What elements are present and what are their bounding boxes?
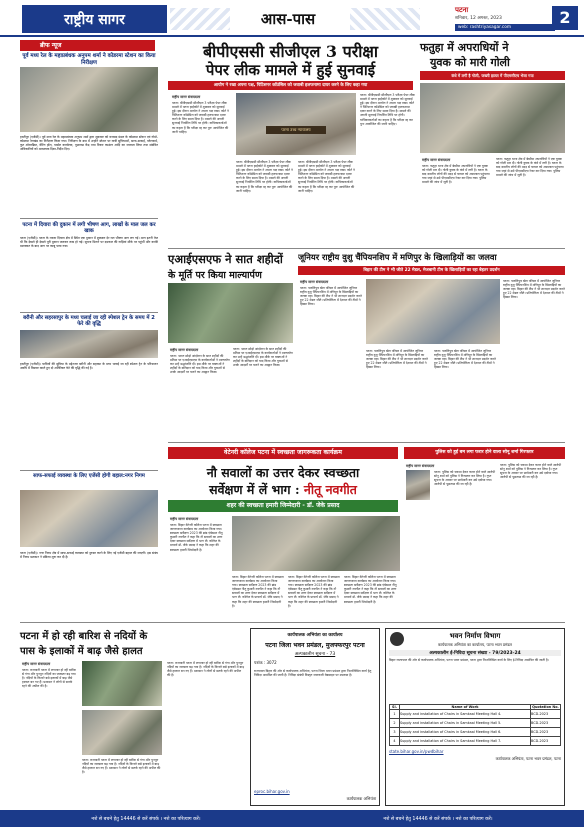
bhawan-website[interactable]: state.bihar.gov.in/pwdbihar [389, 749, 444, 754]
table-cell: Supply and installation of Chairs in Samkaal Meeting Hall 7. [400, 737, 531, 746]
vet-text-col3: पटना: बिहार वेटेनरी कॉलेज पटना में स्वच्छता जागरूकता कार्यक्रम का आयोजन किया गया। स्वच्छता सर्वेक्षण 2023 की ब्रांड एंबेसडर नीतू कुमारी नवगीत ने कहा कि नौ सवालों का उत्तर देकर स्वच्छता सर्वेक्षण में भाग लें। कॉलेज के प्राचार्य डॉ. जेके प्रसाद ने कहा कि शहर की स्वच्छता हमारी जिम्मेदारी है। [288, 575, 340, 608]
divider [20, 622, 565, 623]
masthead-pattern-right [350, 8, 420, 30]
tender-signoff: कार्यपालक अभियंता [346, 796, 376, 801]
table-cell: BCD-2023 [531, 710, 561, 719]
table-cell: Supply and installation of Chairs in Samkaal Meeting Hall 5. [400, 719, 531, 728]
masthead-logo: राष्ट्रीय सागर [64, 11, 125, 28]
vet-text-col4: पटना: बिहार वेटेनरी कॉलेज पटना में स्वच्छता जागरूकता कार्यक्रम का आयोजन किया गया। स्वच्छता सर्वेक्षण 2023 की ब्रांड एंबेसडर नीतू कुमारी नवगीत ने कहा कि नौ सवालों का उत्तर देकर स्वच्छता सर्वेक्षण में भाग लें। कॉलेज के प्राचार्य डॉ. जेके प्रसाद ने कहा कि शहर की स्वच्छता हमारी जिम्मेदारी है। [344, 575, 397, 604]
divider [168, 442, 565, 443]
lead-text-col3: पटना: बीपीएससी सीजीएल 3 परीक्षा पेपर लीक मामले में पटना हाईकोर्ट में शुक्रवार को सुनवाई हुई। इस दौरान आयोग ने अपना पक्ष रखा। कोर्ट ने पिटिशनर कॉउंसिल को जवाबी हलफनामा दायर करने के लिए समय दिया है। मामले की अगली सुनवाई निर्धारित तिथि पर होगी। याचिकाकर्ताओं का कहना है कि परीक्षा रद्द कर पुनः आयोजित की जानी चाहिए। [298, 160, 355, 193]
train-headline: बरौनी और सहरसापुर के मध्य चलाई जा रही स्पेशल ट्रेन के समय में 2 फेरे की वृद्धि [23, 315, 155, 328]
footer-right: नशे से बचने हेतु 14446 से करें संपर्क । नशे का परित्याग करें। [383, 816, 493, 822]
bhawan-ad [385, 628, 565, 806]
fatuha-text-col1: पटना: फतुहा थाना क्षेत्र में बेखौफ अपराधियों ने एक युवक को गोली मार दी। गोली युवक के कंधे में लगी है। घटना के बाद स्थानीय लोगों की मदद से घायल को अस्पताल पहुंचाया गया जहां से उसे पीएमसीएच रेफर कर दिया गया। पुलिस मामले की जांच में जुटी है। [422, 164, 490, 185]
vet-byline: राष्ट्रीय सागर संवाददाता [170, 517, 199, 521]
junior-headline: जूनियर राष्ट्रीय वुशु चैंपियनशिप में मणिपुर के खिलाड़ियों का जलवा [298, 252, 497, 262]
fatuha-deck: कंधे में लगी है गोली, जख्मी हालत में पीएमसीएच भेजा गया [420, 71, 565, 80]
vet-tagline: शहर की स्वच्छता हमारी जिम्मेदारी - डॉ. जेके प्रसाद [168, 500, 398, 512]
divider [20, 312, 158, 313]
bhawan-table [389, 704, 561, 746]
brief-headline: पूर्व मध्य रेल के महाप्रबंधक अनुपम शर्मा ने कोडरमा स्टेशन का किया निरीक्षण [22, 53, 156, 66]
table-row [390, 737, 561, 746]
lead-deck: आयोग ने रखा अपना पक्ष, पिटिशनर कॉउंसिल को जवाबी हलफनामा दायर करने के लिए कहा गया [168, 81, 413, 90]
floods-headline-1: पटना में हो रही बारिश से नदियों के [20, 631, 148, 642]
emblem-icon [390, 632, 404, 646]
junior-text-col2: पटना: पाटलिपुत्र खेल परिसर में आयोजित जूनियर राष्ट्रीय वुशु चैंपियनशिप में मणिपुर के खिलाड़ियों का जलवा रहा। बिहार की टीम ने भी शानदार प्रदर्शन करते हुए 22 मेडल जीते। प्रतियोगिता में देशभर की टीमों ने हिस्सा लिया। [366, 349, 428, 370]
table-cell: BCD-2023 [531, 728, 561, 737]
police-headline: पुलिस को हुई बम लगा फरार होने वाला सोनू शर्मा गिरफ्तार [404, 447, 565, 459]
police-text-col2: पटना: पुलिस को चकमा देकर फरार होने वाले आरोपी सोनू शर्मा को पुलिस ने गिरफ्तार कर लिया है। गुप्त सूचना के आधार पर छापेमारी कर उसे दबोचा गया। आरोपी से पूछताछ की जा रही है। [500, 463, 562, 480]
section-title: आस-पास [260, 10, 316, 28]
date-line: शनिवार, 12 अगस्त, 2023 [455, 16, 502, 21]
table-cell: Supply and installation of Chairs in Samkaal Meeting Hall 4. [400, 710, 531, 719]
train-photo [20, 330, 158, 358]
vet-headline-2a: सर्वेक्षण में लें भाग : [209, 482, 304, 497]
police-byline: राष्ट्रीय सागर संवाददाता [406, 464, 435, 468]
table-cell: BCD-2023 [531, 719, 561, 728]
aisf-text-col1: पटना: भारत छोड़ो आंदोलन के सात शहीदों की प्रतिमा पर एआईएसएफ के कार्यकर्ताओं ने माल्यार्पण कर उन्हें श्रद्धांजलि दी। इस मौके पर वक्ताओं ने शहीदों के बलिदान को याद किया और युवाओं से उनके आदर्शों पर चलने का आह्वान किया। [170, 354, 230, 375]
junior-byline: राष्ट्रीय सागर संवाददाता [300, 280, 329, 284]
footer-bar [0, 810, 584, 827]
table-header: Quotation No. [532, 705, 559, 709]
bhawan-signoff: कार्यपालक अभियंता, पटना भवन प्रमंडल, पटना [495, 756, 561, 761]
junior-text-col3: पटना: पाटलिपुत्र खेल परिसर में आयोजित जूनियर राष्ट्रीय वुशु चैंपियनशिप में मणिपुर के खिलाड़ियों का जलवा रहा। बिहार की टीम ने भी शानदार प्रदर्शन करते हुए 22 मेडल जीते। प्रतियोगिता में देशभर की टीमों ने हिस्सा लिया। [434, 349, 496, 370]
tender-text: राज्यपाल बिहार की ओर से कार्यपालक अभियंता, पटना जिला भवन प्रमंडल द्वारा निम्नलिखित कार्य हेतु निविदा आमंत्रित की जाती है। निविदा संबंधी विस्तृत जानकारी वेबसाइट पर उपलब्ध है। [254, 669, 372, 678]
divider [20, 470, 158, 471]
agency-text: पटना (एजेंसी)। नगर निगम क्षेत्र में साफ-सफाई व्यवस्था को दुरुस्त करने के लिए नई एजेंसी बहाल की जाएगी। इस संबंध में निगम प्रशासन ने प्रक्रिया शुरू कर दी है। [20, 551, 158, 560]
aisf-photo [168, 283, 293, 343]
lead-headline-1: बीपीएससी सीजीएल 3 परीक्षा [202, 42, 379, 61]
aisf-headline-1: एआईएसएफ ने सात शहीदों [168, 252, 283, 266]
fatuha-headline-1: फतुहा में अपराधियों ने [420, 41, 509, 54]
aisf-text-col2: पटना: भारत छोड़ो आंदोलन के सात शहीदों की प्रतिमा पर एआईएसएफ के कार्यकर्ताओं ने माल्यार्पण कर उन्हें श्रद्धांजलि दी। इस मौके पर वक्ताओं ने शहीदों के बलिदान को याद किया और युवाओं से उनके आदर्शों पर चलने का आह्वान किया। [233, 347, 293, 368]
agency-headline: साफ-सफाई व्यवस्था के लिए एजेंसी होगी बहाल:नगर निगम [33, 473, 145, 479]
lead-headline-2: पेपर लीक मामले में हुई सुनवाई [205, 61, 376, 79]
divider [20, 218, 158, 219]
tender-title: पटना जिला भवन प्रमंडल, मुजफ्फरपुर पटना [265, 642, 365, 649]
fatuha-headline-2: युवक को मारी गोली [430, 56, 510, 69]
tender-ad [250, 628, 380, 806]
floods-text-col1: पटना: राजधानी पटना में लगातार हो रही बारिश से गंगा और पुनपुन नदियों का जलस्तर बढ़ गया है। नदियों के किनारे बसे इलाकों में बाढ़ जैसे हालात बन गए हैं। प्रशासन ने लोगों से सतर्क रहने की अपील की है। [22, 668, 76, 689]
masthead [0, 0, 584, 37]
aisf-byline: राष्ट्रीय सागर संवाददाता [170, 348, 199, 352]
table-header: Sl. [390, 705, 400, 710]
tender-office: कार्यपालक अभियंता का कार्यालय [287, 633, 343, 638]
lead-text-col2: पटना: बीपीएससी सीजीएल 3 परीक्षा पेपर लीक मामले में पटना हाईकोर्ट में शुक्रवार को सुनवाई हुई। इस दौरान आयोग ने अपना पक्ष रखा। कोर्ट ने पिटिशनर कॉउंसिल को जवाबी हलफनामा दायर करने के लिए समय दिया है। मामले की अगली सुनवाई निर्धारित तिथि पर होगी। याचिकाकर्ताओं का कहना है कि परीक्षा रद्द कर पुनः आयोजित की जानी चाहिए। [236, 160, 293, 193]
brief-label: ब्रीफ न्यूज [20, 40, 155, 51]
vet-text-col1: पटना: बिहार वेटेनरी कॉलेज पटना में स्वच्छता जागरूकता कार्यक्रम का आयोजन किया गया। स्वच्छता सर्वेक्षण 2023 की ब्रांड एंबेसडर नीतू कुमारी नवगीत ने कहा कि नौ सवालों का उत्तर देकर स्वच्छता सर्वेक्षण में भाग लें। कॉलेज के प्राचार्य डॉ. जेके प्रसाद ने कहा कि शहर की स्वच्छता हमारी जिम्मेदारी है। [170, 523, 223, 552]
police-photo [406, 470, 430, 500]
brief-text: हाजीपुर (एजेंसी)। पूर्व मध्य रेल के महाप्रबंधक अनुपम शर्मा द्वारा शुक्रवार को धनबाद मंडल के कोडरमा स्टेशन एवं गोमो-कोडरमा रेलखंड का निरीक्षण किया गया। निरीक्षण के क्रम में उन्होंने स्टेशन पर यात्री सुविधाओं, साफ-सफाई, प्लेटफार्म, फुट ओवरब्रिज, वेटिंग हॉल, पार्सल कार्यालय, पूछताछ केंद्र तथा टिकट काउंटर आदि का जायजा लिया तथा संबंधित अधिकारियों को आवश्यक दिशा-निर्देश दिए। [20, 135, 158, 152]
floods-photo-1 [82, 661, 162, 706]
bhawan-subtitle: कार्यपालक अभियंता का कार्यालय, पटना भवन प्रमंडल [438, 642, 512, 647]
masthead-logo-box [22, 5, 167, 33]
bhawan-text: बिहार राज्यपाल की ओर से कार्यपालक अभियंता, पटना भवन प्रमंडल, पटना द्वारा निम्नलिखित कार्य के लिए ई-निविदा आमंत्रित की जाती है। [389, 658, 549, 662]
lead-text-col4: पटना: बीपीएससी सीजीएल 3 परीक्षा पेपर लीक मामले में पटना हाईकोर्ट में शुक्रवार को सुनवाई हुई। इस दौरान आयोग ने अपना पक्ष रखा। कोर्ट ने पिटिशनर कॉउंसिल को जवाबी हलफनामा दायर करने के लिए समय दिया है। मामले की अगली सुनवाई निर्धारित तिथि पर होगी। याचिकाकर्ताओं का कहना है कि परीक्षा रद्द कर पुनः आयोजित की जानी चाहिए। [360, 93, 415, 126]
junior-subhead: बिहार की टीम ने भी जीते 22 मेडल, मेजबानी टीम के खिलाड़ियों का रहा बेहतर प्रदर्शन [298, 266, 565, 275]
bhawan-title: भवन निर्माण विभाग [449, 632, 501, 640]
fatuha-photo [420, 83, 565, 153]
fire-text: पटना (एजेंसी)। पटना के नकटा दियारा क्षेत्र में स्थित एक दुकान में शुक्रवार देर रात भीषण आग लग गई। आग इतनी तेज थी कि देखते ही देखते पूरी दुकान जलकर राख हो गई। सूचना मिलने पर दमकल की गाड़ियां मौके पर पहुंचीं और काफी मशक्कत के बाद आग पर काबू पाया गया। [20, 236, 158, 249]
masthead-pattern [170, 8, 230, 30]
tender-subtitle: अल्पकालीन सूचना - 73 [294, 652, 336, 657]
bhawan-notice: अल्पकालीन ई-निविदा सूचना संख्या - 79/2023-24 [389, 650, 561, 656]
floods-text-col3: पटना: राजधानी पटना में लगातार हो रही बारिश से गंगा और पुनपुन नदियों का जलस्तर बढ़ गया है। नदियों के किनारे बसे इलाकों में बाढ़ जैसे हालात बन गए हैं। प्रशासन ने लोगों से सतर्क रहने की अपील की है। [167, 661, 244, 678]
table-row [390, 710, 561, 719]
floods-headline-2: पास के इलाकों में बाढ़ जैसे हालत [20, 646, 143, 657]
table-cell: 4 [390, 737, 400, 746]
divider [168, 248, 565, 249]
vet-headline-1: नौ सवालों का उत्तर देकर स्वच्छता [206, 465, 360, 480]
fatuha-byline: राष्ट्रीय सागर संवाददाता [422, 158, 451, 162]
tender-patrank: पत्रांक : 3072 [254, 660, 277, 665]
aisf-headline-2: के मूर्ति पर किया माल्यार्पण [168, 270, 262, 281]
vet-headline-2 [168, 481, 398, 498]
web-line: web: rashtriyasagar.com [455, 24, 555, 31]
city-label: पटना [455, 6, 469, 14]
vet-headline-2b: नीतू नवगीत [303, 482, 357, 497]
footer-left: नशे से बचने हेतु 14446 से करें संपर्क । नशे का परित्याग करें। [91, 816, 201, 822]
vet-banner: वेटेनरी कॉलेज पटना में स्वच्छता जागरूकता कार्यक्रम [168, 447, 398, 459]
junior-photo [366, 279, 500, 344]
table-cell: 3 [390, 728, 400, 737]
fatuha-text-col2: पटना: फतुहा थाना क्षेत्र में बेखौफ अपराधियों ने एक युवक को गोली मार दी। गोली युवक के कंधे में लगी है। घटना के बाद स्थानीय लोगों की मदद से घायल को अस्पताल पहुंचाया गया जहां से उसे पीएमसीएच रेफर कर दिया गया। पुलिस मामले की जांच में जुटी है। [496, 157, 564, 178]
agency-photo [20, 490, 158, 547]
vet-text-col2: पटना: बिहार वेटेनरी कॉलेज पटना में स्वच्छता जागरूकता कार्यक्रम का आयोजन किया गया। स्वच्छता सर्वेक्षण 2023 की ब्रांड एंबेसडर नीतू कुमारी नवगीत ने कहा कि नौ सवालों का उत्तर देकर स्वच्छता सर्वेक्षण में भाग लें। कॉलेज के प्राचार्य डॉ. जेके प्रसाद ने कहा कि शहर की स्वच्छता हमारी जिम्मेदारी है। [232, 575, 284, 608]
court-sign: पटना उच्च न्यायालय [266, 126, 326, 134]
tender-website[interactable]: eproc.bihar.gov.in [254, 789, 290, 794]
lead-photo [236, 93, 356, 155]
table-row [390, 719, 561, 728]
table-cell: 1 [390, 710, 400, 719]
fire-headline: पटना में दियारा की दुकान में लगी भीषण आग, लाखों के माल जल कर खाक [22, 222, 156, 235]
vet-photo [232, 516, 400, 571]
brief-photo [20, 67, 158, 132]
junior-text-col4: पटना: पाटलिपुत्र खेल परिसर में आयोजित जूनियर राष्ट्रीय वुशु चैंपियनशिप में मणिपुर के खिलाड़ियों का जलवा रहा। बिहार की टीम ने भी शानदार प्रदर्शन करते हुए 22 मेडल जीते। प्रतियोगिता में देशभर की टीमों ने हिस्सा लिया। [503, 279, 565, 300]
train-text: हाजीपुर (एजेंसी)। यात्रियों की सुविधा के मद्देनजर बरौनी और सहरसा के मध्य चलाई जा रही स्पेशल ट्रेन के परिचालन अवधि में विस्तार करते हुए दो अतिरिक्त फेरे की वृद्धि की गई है। [20, 362, 158, 371]
lead-text-col1: पटना: बीपीएससी सीजीएल 3 परीक्षा पेपर लीक मामले में पटना हाईकोर्ट में शुक्रवार को सुनवाई हुई। इस दौरान आयोग ने अपना पक्ष रखा। कोर्ट ने पिटिशनर कॉउंसिल को जवाबी हलफनामा दायर करने के लिए समय दिया है। मामले की अगली सुनवाई निर्धारित तिथि पर होगी। याचिकाकर्ताओं का कहना है कि परीक्षा रद्द कर पुनः आयोजित की जानी चाहिए। [172, 101, 229, 134]
floods-byline: राष्ट्रीय सागर संवाददाता [22, 662, 51, 666]
table-row [390, 728, 561, 737]
lead-byline: राष्ट्रीय सागर संवाददाता [172, 95, 201, 99]
table-cell: Supply and installation of Chairs in Samkaal Meeting Hall 6. [400, 728, 531, 737]
floods-text-col2: पटना: राजधानी पटना में लगातार हो रही बारिश से गंगा और पुनपुन नदियों का जलस्तर बढ़ गया है। नदियों के किनारे बसे इलाकों में बाढ़ जैसे हालात बन गए हैं। प्रशासन ने लोगों से सतर्क रहने की अपील की है। [82, 758, 161, 775]
table-cell: 2 [390, 719, 400, 728]
junior-text-col1: पटना: पाटलिपुत्र खेल परिसर में आयोजित जूनियर राष्ट्रीय वुशु चैंपियनशिप में मणिपुर के खिलाड़ियों का जलवा रहा। बिहार की टीम ने भी शानदार प्रदर्शन करते हुए 22 मेडल जीते। प्रतियोगिता में देशभर की टीमों ने हिस्सा लिया। [300, 286, 362, 307]
table-header: Name of Work [400, 705, 531, 710]
police-text-col1: पटना: पुलिस को चकमा देकर फरार होने वाले आरोपी सोनू शर्मा को पुलिस ने गिरफ्तार कर लिया है। गुप्त सूचना के आधार पर छापेमारी कर उसे दबोचा गया। आरोपी से पूछताछ की जा रही है। [434, 470, 496, 487]
floods-photo-2 [82, 710, 162, 755]
table-cell: BCD-2023 [531, 737, 561, 746]
page-number: 2 [552, 6, 578, 30]
